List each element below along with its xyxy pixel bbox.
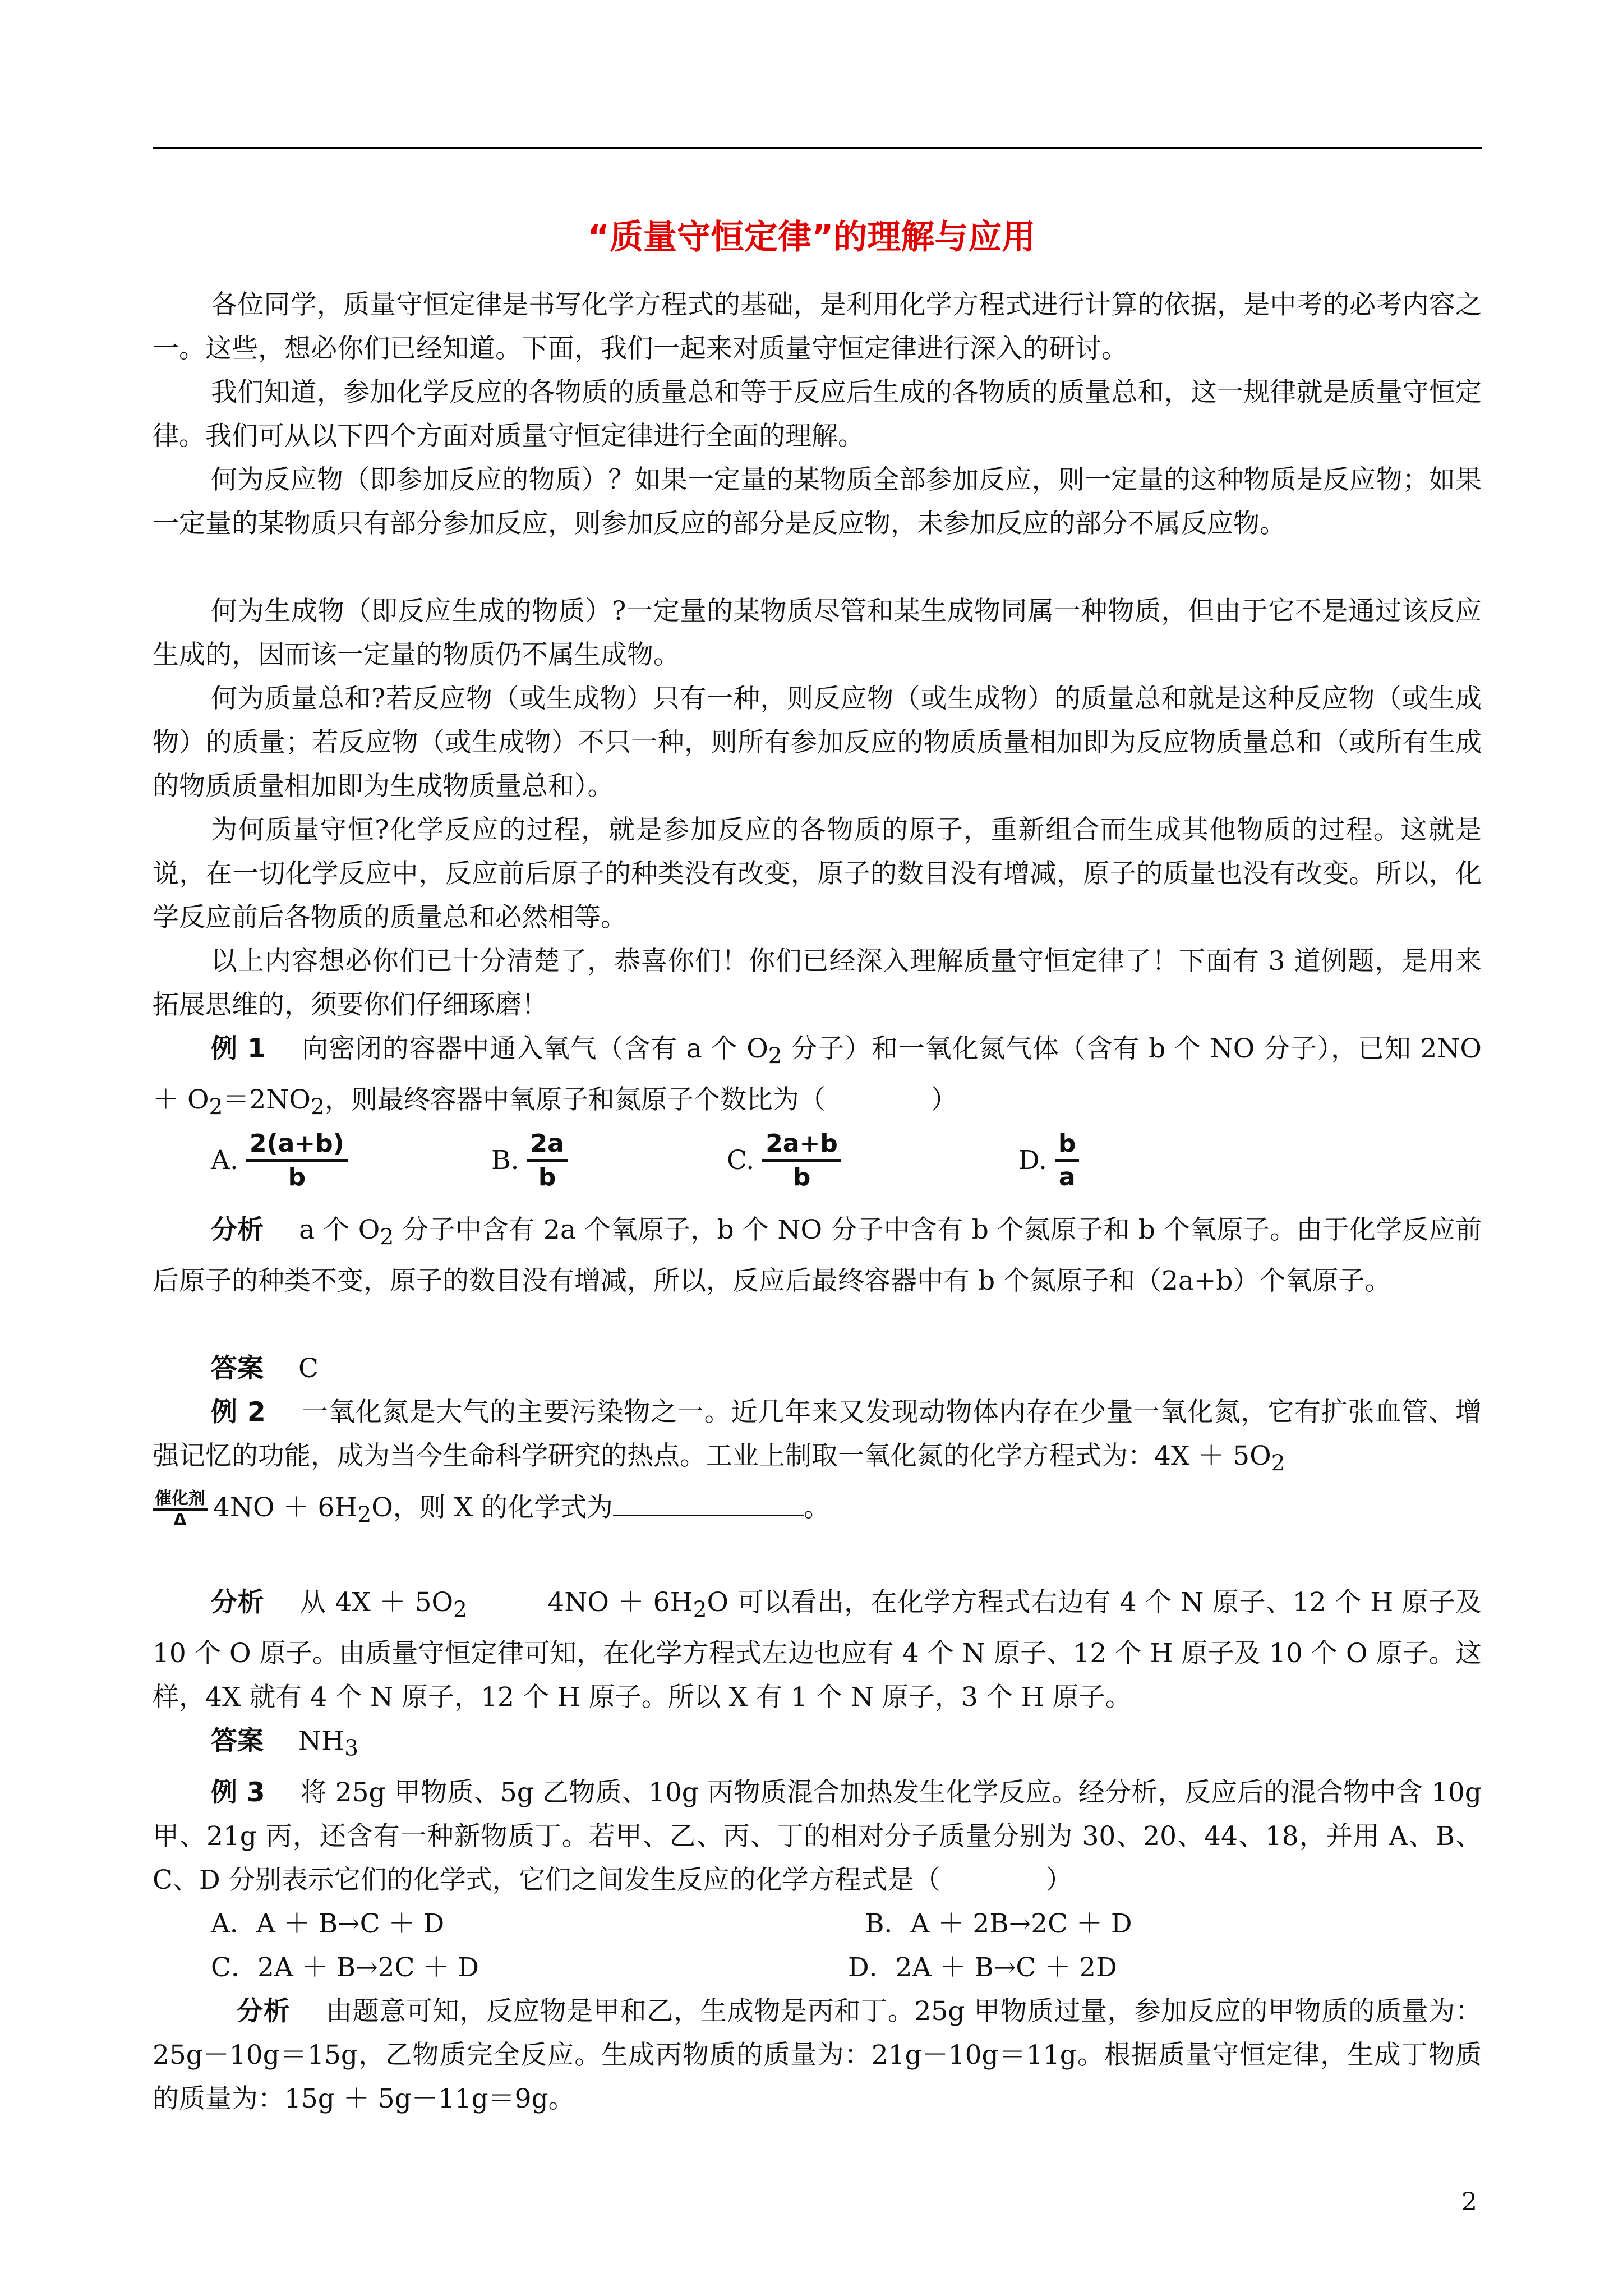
option-b: B. $\frac{2a}{b}$ <box>491 1128 727 1193</box>
paragraph-intro: 各位同学，质量守恒定律是书写化学方程式的基础，是利用化学方程式进行计算的依据，是中考的必考内容之一。这些，想必你们已经知道。下面，我们一起来对质量守恒定律进行深入的研讨。 <box>153 289 1482 364</box>
option-c: C．2A ＋ B→2C ＋ D <box>211 1952 479 1983</box>
paragraph-definition: 我们知道，参加化学反应的各物质的质量总和等于反应后生成的各物质的质量总和，这一规律就是质量守恒定律。我们可从以下四个方面对质量守恒定律进行全面的理解。 <box>153 377 1482 452</box>
paragraph-reactant: 何为反应物（即参加反应的物质）？如果一定量的某物质全部参加反应，则一定量的这种物质是反应物；如果一定量的某物质只有部分参加反应，则参加反应的部分是反应物，未参加反应的部分不属反应物。 <box>153 464 1482 539</box>
option-d: D. $\frac{b}{a}$ <box>1018 1128 1079 1193</box>
example-1-answer: 答案 C <box>211 1353 319 1384</box>
example-2-answer: 答案 $NH_3$ <box>211 1726 358 1761</box>
page-title: “质量守恒定律”的理解与应用 <box>587 218 1036 257</box>
document-body <box>153 283 1482 2121</box>
example-1-options <box>153 1130 1482 1191</box>
example-2-label: 例 2 <box>211 1397 266 1428</box>
reaction-condition: 催化剂 Δ <box>153 1489 208 1530</box>
page-number: 2 <box>1461 2188 1477 2216</box>
answer-blank <box>613 1492 804 1516</box>
paragraph-transition: 以上内容想必你们已十分清楚了，恭喜你们！你们已经深入理解质量守恒定律了！下面有 3 道例题，是用来拓展思维的，须要你们仔细琢磨！ <box>153 946 1482 1020</box>
example-3-options-row-1 <box>153 1902 1482 1946</box>
paragraph-why-conserved: 为何质量守恒?化学反应的过程，就是参加反应的各物质的原子，重新组合而生成其他物质的过程。这就是说，在一切化学反应中，反应前后原子的种类没有改变，原子的数目没有增减，原子的质量也没有改变。所以，化学反应前后各物质的质量总和必然相等。 <box>153 815 1482 933</box>
example-1-question: 例 1 向密闭的容器中通入氧气（含有 a 个 $O_2$ 分子）和一氧化氮气体（含有 b 个 NO 分子），已知 $2NO + O_2=2NO_2$，则最终容器中氧原子和氮原子个数比为（ ） <box>153 1033 1482 1120</box>
option-a: A. $\frac{2(a+b)}{b}$ <box>211 1128 491 1193</box>
option-c: C. $\frac{2a+b}{b}$ <box>727 1128 1018 1193</box>
example-2-analysis: 分析 从 $4X + 5O_2$ $4NO + 6H_2O$ 可以看出，在化学方程式右边有 4 个 N 原子、12 个 H 原子及 10 个 O 原子。由质量守恒定律可知，在化学方程式左边也应有 4 个 N 原子、12 个 H 原子及 10 个 O 原子。这样，4X 就有 4 个 N 原子，12 个 H 原子。所以 X 有 1 个 N 原子，3 个 H 原子。 <box>153 1586 1482 1713</box>
example-2-question: 例 2 一氧化氮是大气的主要污染物之一。近几年来又发现动物体内存在少量一氧化氮，它有扩张血管、增强记忆的功能，成为当今生命科学研究的热点。工业上制取一氧化氮的化学方程式为：$4X + 5O_2$ <box>153 1397 1482 1476</box>
paragraph-product: 何为生成物（即反应生成的物质）?一定量的某物质尽管和某生成物同属一种物质，但由于它不是通过该反应生成的，因而该一定量的物质仍不属生成物。 <box>153 596 1482 670</box>
option-a: A．A ＋ B→C ＋ D <box>211 1908 445 1939</box>
example-3-question: 例 3 将 25g 甲物质、5g 乙物质、10g 丙物质混合加热发生化学反应。经分析，反应后的混合物中含 10g 甲、21g 丙，还含有一种新物质丁。若甲、乙、丙、丁的相对分子质量分别为 30、20、44、18，并用 A、B、C、D 分别表示它们的化学式，它们之间发生反应的化学方程式是（ ） <box>153 1777 1482 1895</box>
option-d: D．2A ＋ B→C ＋ 2D <box>848 1952 1117 1983</box>
paragraph-mass-sum: 何为质量总和?若反应物（或生成物）只有一种，则反应物（或生成物）的质量总和就是这种反应物（或生成物）的质量；若反应物（或生成物）不只一种，则所有参加反应的物质质量相加即为反应物质量总和（或所有生成的物质质量相加即为生成物质量总和）。 <box>153 683 1482 802</box>
option-b: B．A ＋ 2B→2C ＋ D <box>865 1908 1132 1939</box>
example-2-equation: 催化剂 Δ $4NO + 6H_2O$，则 X 的化学式为 。 <box>153 1486 1482 1537</box>
example-3-label: 例 3 <box>211 1777 265 1808</box>
example-1-analysis: 分析 a 个 $O_2$ 分子中含有 2a 个氧原子，b 个 NO 分子中含有 b 个氮原子和 b 个氧原子。由于化学反应前后原子的种类不变，原子的数目没有增减，所以，反应后最终容器中有 b 个氮原子和（2a+b）个氧原子。 <box>153 1214 1482 1297</box>
example-1-label: 例 1 <box>211 1033 266 1064</box>
example-3-options-row-2 <box>153 1946 1482 1990</box>
example-3-analysis: 分析 由题意可知，反应物是甲和乙，生成物是丙和丁。25g 甲物质过量，参加反应的甲物质的质量为：25g－10g＝15g，乙物质完全反应。生成丙物质的质量为：21g－10g＝11g。根据质量守恒定律，生成丁物质的质量为：15g ＋ 5g－11g＝9g。 <box>153 1995 1482 2114</box>
header-rule <box>153 147 1482 149</box>
